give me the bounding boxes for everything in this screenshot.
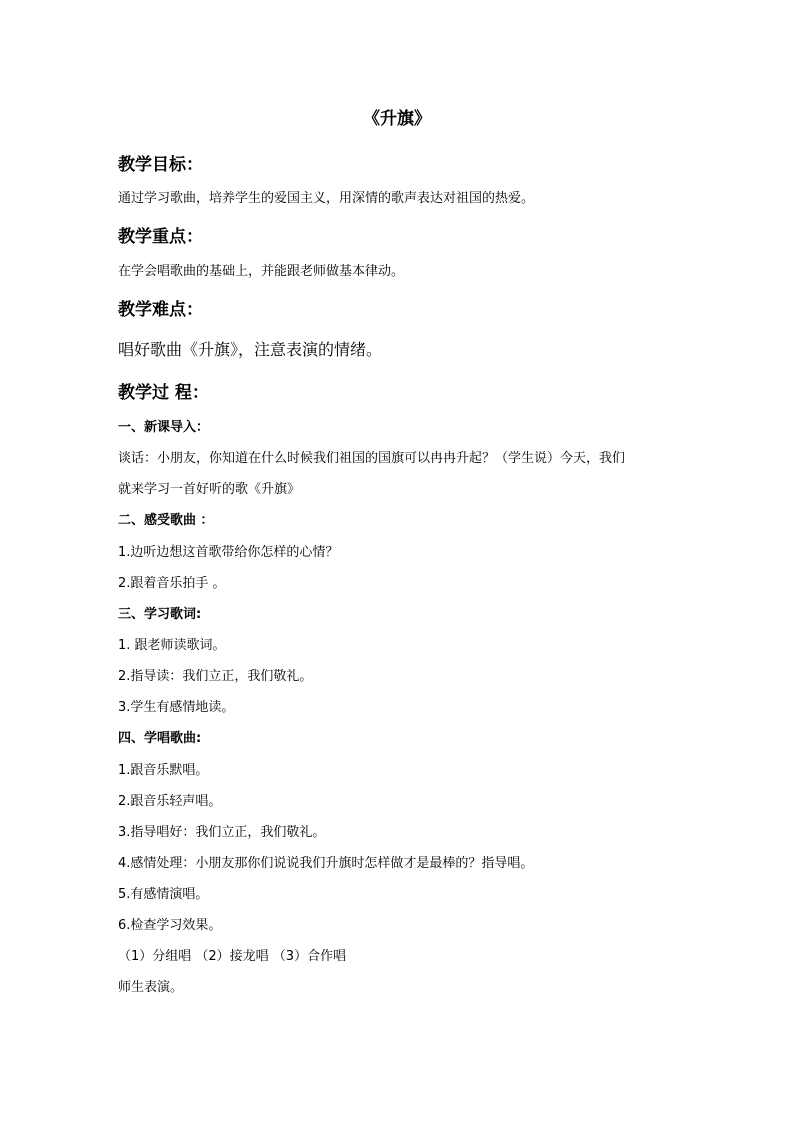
list-item: 谈话：小朋友，你知道在什么时候我们祖国的国旗可以冉冉升起？（学生说）今天，我们 [118,451,626,466]
list-item: 就来学习一首好听的歌《升旗》 [118,482,301,497]
key-points-heading: 教学重点： [118,227,203,247]
list-item: 师生表演。 [118,980,184,995]
difficulties-text: 唱好歌曲《升旗》，注意表演的情绪。 [118,340,383,359]
list-item: 4.感情处理：小朋友那你们说说我们升旗时怎样做才是最棒的？指导唱。 [118,856,534,871]
section-heading-intro: 一、新课导入： [118,420,210,435]
section-heading-sing: 四、学唱歌曲: [118,731,202,746]
section-heading-lyrics: 三、学习歌词: [118,607,202,622]
document-title: 《升旗》 [363,109,431,129]
objectives-heading: 教学目标： [118,155,203,175]
section-heading-feel: 二、感受歌曲 ： [118,513,214,528]
list-item: 3.学生有感情地读。 [118,700,235,715]
list-item: 5.有感情演唱。 [118,887,209,902]
list-item: 6.检查学习效果。 [118,918,222,933]
list-item: 3.指导唱好：我们立正，我们敬礼。 [118,825,326,840]
list-item: 1.跟音乐默唱。 [118,763,209,778]
list-item: 1. 跟老师读歌词。 [118,638,226,653]
key-points-text: 在学会唱歌曲的基础上，并能跟老师做基本律动。 [118,264,405,279]
list-item: 1.边听边想这首歌带给你怎样的心情？ [118,545,339,560]
list-item: 2.跟着音乐拍手 。 [118,576,226,591]
objectives-text: 通过学习歌曲，培养学生的爱国主义，用深情的歌声表达对祖国的热爱。 [118,191,535,206]
list-item: （1）分组唱 （2）接龙唱 （3）合作唱 [118,949,347,964]
difficulties-heading: 教学难点： [118,300,203,320]
list-item: 2.跟音乐轻声唱。 [118,794,222,809]
process-heading: 教学过 程： [118,383,209,403]
list-item: 2.指导读：我们立正，我们敬礼。 [118,669,313,684]
